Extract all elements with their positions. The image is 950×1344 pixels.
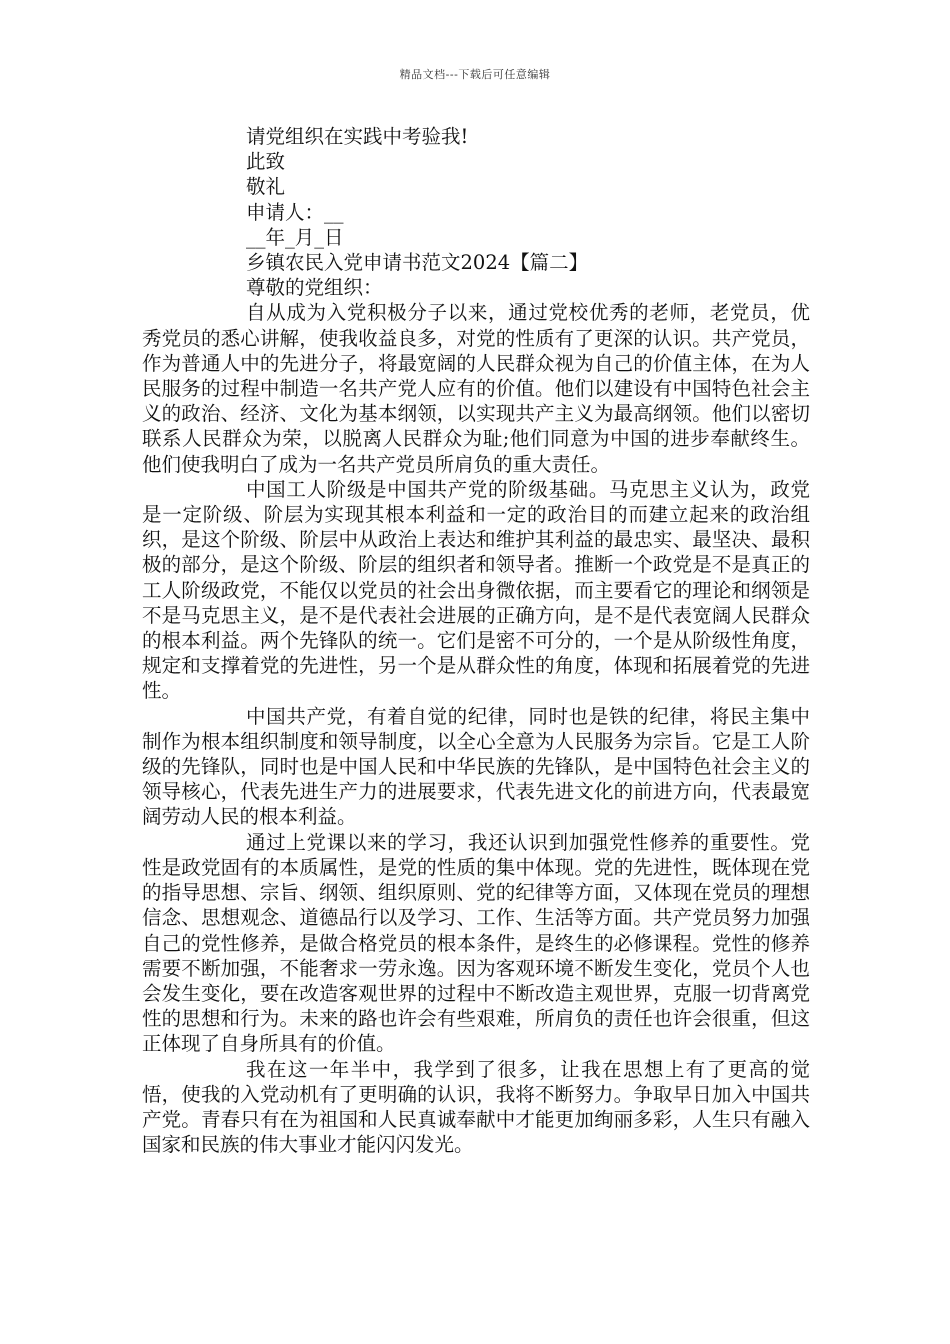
body-paragraph-4: 通过上党课以来的学习，我还认识到加强党性修养的重要性。党性是政党固有的本质属性，是党的性质的集中体现。党的先进性，既体现在党的指导思想、宗旨、纲领、组织原则、党的纪律等方面，又体现在党员的理想信念、思想观念、道德品行以及学习、工作、生活等方面。共产党员努力加强自己的党性修养，是做合格党员的根本条件，是终生的必修课程。党性的修养需要不断加强，不能奢求一劳永逸。因为客观环境不断发生变化，党员个人也会发生变化，要在改造客观世界的过程中不断改造主观世界，克服一切背离党性的思想和行为。未来的路也许会有些艰难，所肩负的责任也许会很重，但这正体现了自身所具有的价值。	[142, 830, 810, 1056]
document-body	[142, 124, 810, 1157]
greeting-line: 尊敬的党组织：	[246, 276, 383, 300]
document-header-note: 精品文档---下载后可任意编辑	[399, 68, 551, 81]
body-paragraph-3: 中国共产党，有着自觉的纪律，同时也是铁的纪律，将民主集中制作为根本组织制度和领导制度，以全心全意为人民服务为宗旨。它是工人阶级的先锋队，同时也是中国人民和中华民族的先锋队，是中国特色社会主义的领导核心，代表先进生产力的进展要求，代表先进文化的前进方向，代表最宽阔劳动人民的根本利益。	[142, 704, 810, 829]
body-paragraph-2: 中国工人阶级是中国共产党的阶级基础。马克思主义认为，政党是一定阶级、阶层为实现其根本利益和一定的政治目的而建立起来的政治组织，是这个阶级、阶层中从政治上表达和维护其利益的最忠实、最坚决、最积极的部分，是这个阶级、阶层的组织者和领导者。推断一个政党是不是真正的工人阶级政党，不能仅以党员的社会出身微依据，而主要看它的理论和纲领是不是马克思主义，是不是代表社会进展的正确方向，是不是代表宽阔人民群众的根本利益。两个先锋队的统一。它们是密不可分的，一个是从阶级性角度，规定和支撑着党的先进性，另一个是从群众性的角度，体现和拓展着党的先进性。	[142, 477, 810, 703]
section-title: 乡镇农民入党申请书范文2024【篇二】	[246, 251, 589, 275]
applicant-line: 申请人：__	[246, 200, 344, 224]
date-line: __年_月_日	[246, 225, 344, 249]
closing-salutation-2: 敬礼	[246, 175, 286, 199]
closing-salutation-1: 此致	[246, 150, 286, 174]
closing-request-line: 请党组织在实践中考验我!	[246, 125, 469, 148]
body-paragraph-1: 自从成为入党积极分子以来，通过党校优秀的老师，老党员，优秀党员的悉心讲解，使我收益良多，对党的性质有了更深的认识。共产党员，作为普通人中的先进分子，将最宽阔的人民群众视为自己的价值主体，在为人民服务的过程中制造一名共产党人应有的价值。他们以建设有中国特色社会主义的政治、经济、文化为基本纲领，以实现共产主义为最高纲领。他们以密切联系人民群众为荣，以脱离人民群众为耻;他们同意为中国的进步奉献终生。他们使我明白了成为一名共产党员所肩负的重大责任。	[142, 301, 810, 476]
body-paragraph-5: 我在这一年半中，我学到了很多，让我在思想上有了更高的觉悟，使我的入党动机有了更明确的认识，我将不断努力。争取早日加入中国共产党。青春只有在为祖国和人民真诚奉献中才能更加绚丽多彩，人生只有融入国家和民族的伟大事业才能闪闪发光。	[142, 1057, 810, 1157]
